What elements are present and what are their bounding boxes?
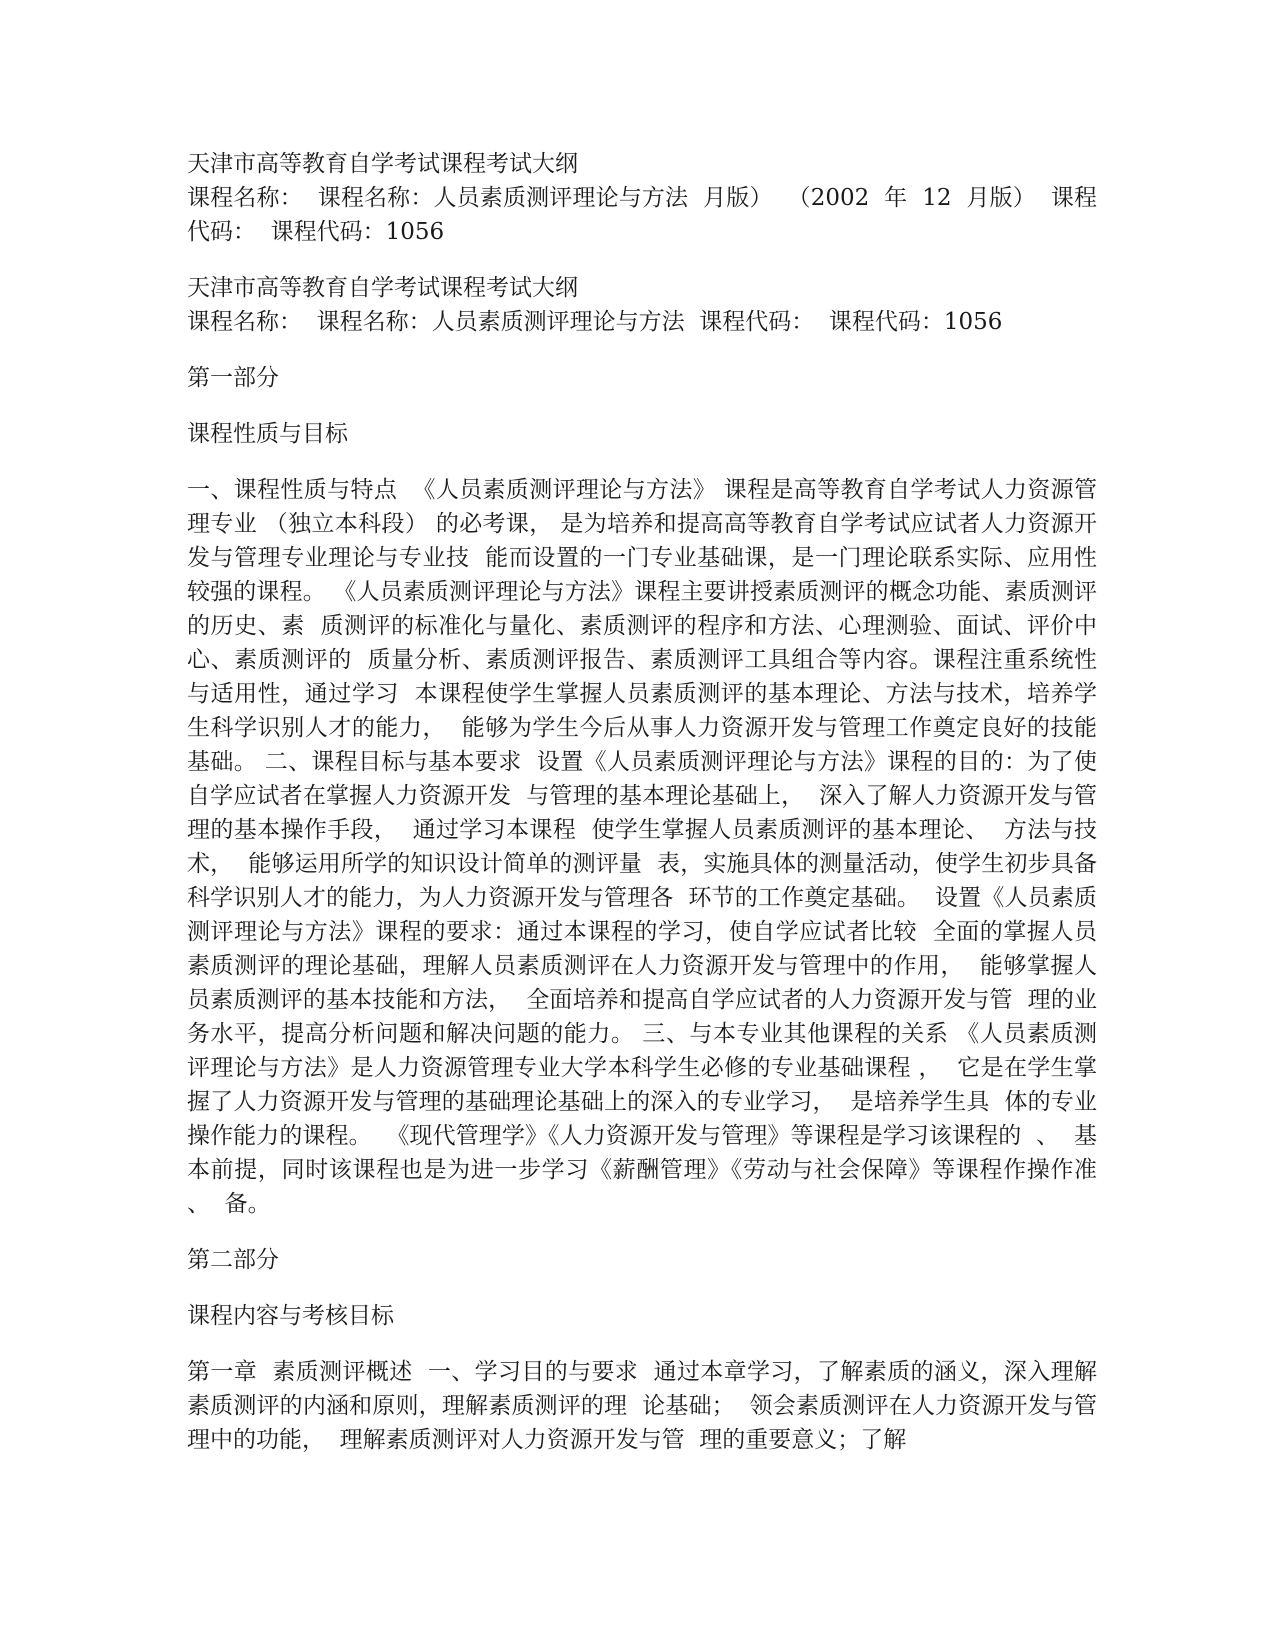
- part1-subheading: 课程性质与目标: [187, 421, 348, 447]
- part1-body: 一、课程性质与特点 《人员素质测评理论与方法》 课程是高等教育自学考试人力资源管理专业 （独立本科段） 的必考课， 是为培养和提高高等教育自学考试应试者人力资源开发与管理专业理论与专业技 能而设置的一门专业基础课，是一门理论联系实际、应用性较强的课程。 《人员素质测评理论与方法》课程主要讲授素质测评的概念功能、素质测评的历史、素 质测评的标准化与量化、素质测评的程序和方法、心理测验、面试、评价中心、素质测评的 质量分析、素质测评报告、素质测评工具组合等内容。课程注重系统性与适用性，通过学习 本课程使学生掌握人员素质测评的基本理论、方法与技术，培养学生科学识别人才的能力， 能够为学生今后从事人力资源开发与管理工作奠定良好的技能基础。 二、课程目标与基本要求 设置《人员素质测评理论与方法》课程的目的：为了使自学应试者在掌握人力资源开发 与管理的基本理论基础上， 深入了解人力资源开发与管理的基本操作手段， 通过学习本课程 使学生掌握人员素质测评的基本理论、 方法与技术， 能够运用所学的知识设计简单的测评量 表，实施具体的测量活动，使学生初步具备科学识别人才的能力，为人力资源开发与管理各 环节的工作奠定基础。 设置《人员素质测评理论与方法》课程的要求：通过本课程的学习，使自学应试者比较 全面的掌握人员素质测评的理论基础，理解人员素质测评在人力资源开发与管理中的作用， 能够掌握人员素质测评的基本技能和方法， 全面培养和提高自学应试者的人力资源开发与管 理的业务水平，提高分析问题和解决问题的能力。 三、与本专业其他课程的关系 《人员素质测评理论与方法》是人力资源管理专业大学本科学生必修的专业基础课程 ， 它是在学生掌握了人力资源开发与管理的基础理论基础上的深入的专业学习， 是培养学生具 体的专业操作能力的课程。 《现代管理学》《人力资源开发与管理》等课程是学习该课程的 、 基本前提，同时该课程也是为进一步学习《薪酬管理》《劳动与社会保障》等课程作操作准 、 备。: [187, 477, 1112, 1217]
- part2-heading: 第二部分: [187, 1247, 279, 1273]
- part1-heading: 第一部分: [187, 365, 279, 391]
- doc-title-1: 天津市高等教育自学考试课程考试大纲: [187, 151, 578, 177]
- course-info-2: 课程名称： 课程名称：人员素质测评理论与方法 课程代码： 课程代码：1056: [187, 309, 1003, 335]
- part2-subheading: 课程内容与考核目标: [187, 1303, 394, 1329]
- document-page: [187, 147, 1112, 1457]
- course-info-1: 课程名称： 课程名称：人员素质测评理论与方法 月版） （2002 年 12 月版） 课程代码： 课程代码：1056: [187, 185, 1097, 245]
- chapter1-body: 第一章 素质测评概述 一、学习目的与要求 通过本章学习，了解素质的涵义，深入理解素质测评的内涵和原则，理解素质测评的理 论基础； 领会素质测评在人力资源开发与管理中的功能， 理解素质测评对人力资源开发与管 理的重要意义；了解: [187, 1359, 1097, 1453]
- doc-title-2: 天津市高等教育自学考试课程考试大纲: [187, 275, 578, 301]
